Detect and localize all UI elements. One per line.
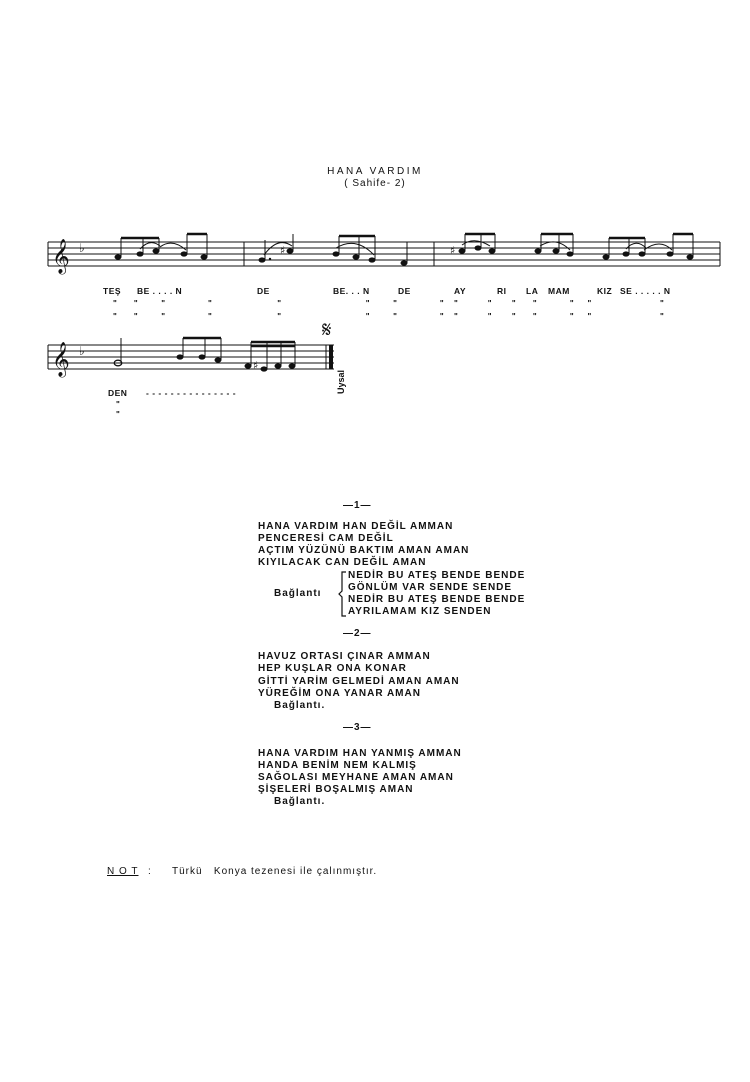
verse-line: ŞİŞELERİ BOŞALMIŞ AMAN xyxy=(258,784,414,795)
svg-text:♯: ♯ xyxy=(450,244,456,257)
chorus-line: AYRILAMAM KIZ SENDEN xyxy=(348,606,492,617)
svg-text:𝄞: 𝄞 xyxy=(52,239,70,274)
composer-signature: Uysal xyxy=(336,369,346,394)
lyric-syllable: MAM xyxy=(548,286,570,296)
chorus-line: NEDİR BU ATEŞ BENDE BENDE xyxy=(348,570,526,581)
note-text: Türkü Konya tezenesi ile çalınmıştır. xyxy=(172,866,378,877)
svg-text:♭: ♭ xyxy=(79,344,85,358)
note-label: N O T xyxy=(107,866,139,877)
page-title: HANA VARDIM xyxy=(327,166,423,177)
music-staff xyxy=(0,0,750,440)
lyric-syllable: LA xyxy=(526,286,539,296)
ditto-marks: " " " " " " " " xyxy=(113,312,445,321)
lyric-syllable: DE xyxy=(257,286,270,296)
ditto-marks: " xyxy=(116,400,121,409)
verse-line: HANDA BENİM NEM KALMIŞ xyxy=(258,760,417,771)
verse-line: YÜREĞİM ONA YANAR AMAN xyxy=(258,688,421,699)
svg-text:♯: ♯ xyxy=(253,359,259,372)
lyric-dashes: - - - - - - - - - - - - - - - xyxy=(146,388,237,398)
ditto-marks: " " " " " " " " xyxy=(113,299,445,308)
verse-line: PENCERESİ CAM DEĞİL xyxy=(258,533,394,544)
svg-text:𝄞: 𝄞 xyxy=(52,342,70,377)
lyric-syllable: BE . . . . N xyxy=(137,286,183,296)
lyric-syllable: RI xyxy=(497,286,507,296)
ditto-marks: " " " " " " " xyxy=(454,299,665,308)
lyric-syllable: DEN xyxy=(108,388,128,398)
verse-line: GİTTİ YARİM GELMEDİ AMAN AMAN xyxy=(258,676,460,687)
verse-line: HAVUZ ORTASI ÇINAR AMMAN xyxy=(258,651,431,662)
ditto-marks: " xyxy=(116,410,121,419)
verse-number: —1— xyxy=(343,500,372,511)
verse-line: KIYILACAK CAN DEĞİL AMAN xyxy=(258,557,427,568)
lyric-syllable: DE xyxy=(398,286,411,296)
verse-line: HEP KUŞLAR ONA KONAR xyxy=(258,663,407,674)
verse-number: —2— xyxy=(343,628,372,639)
chorus-line: GÖNLÜM VAR SENDE SENDE xyxy=(348,582,513,593)
chorus-label: Bağlantı xyxy=(274,588,322,599)
svg-text:♯: ♯ xyxy=(280,244,286,257)
lyric-syllable: AY xyxy=(454,286,467,296)
lyric-syllable: TEŞ xyxy=(103,286,122,296)
note-colon: : xyxy=(148,866,152,877)
chorus-reference: Bağlantı. xyxy=(274,796,326,807)
page-subtitle: ( Sahife- 2) xyxy=(344,178,406,189)
verse-line: HANA VARDIM HAN YANMIŞ AMMAN xyxy=(258,748,462,759)
verse-number: —3— xyxy=(343,722,372,733)
verse-line: AÇTIM YÜZÜNÜ BAKTIM AMAN AMAN xyxy=(258,545,470,556)
lyric-syllable: BE. . . N xyxy=(333,286,370,296)
lyric-syllable: SE . . . . . N xyxy=(620,286,671,296)
chorus-line: NEDİR BU ATEŞ BENDE BENDE xyxy=(348,594,526,605)
segno-icon: 𝄋 xyxy=(322,318,332,343)
verse-line: SAĞOLASI MEYHANE AMAN AMAN xyxy=(258,772,454,783)
chorus-brace xyxy=(338,571,348,617)
svg-text:♭: ♭ xyxy=(79,241,85,255)
lyric-syllable: KIZ xyxy=(597,286,613,296)
ditto-marks: " " " " " " " xyxy=(454,312,665,321)
chorus-reference: Bağlantı. xyxy=(274,700,326,711)
verse-line: HANA VARDIM HAN DEĞİL AMMAN xyxy=(258,521,454,532)
